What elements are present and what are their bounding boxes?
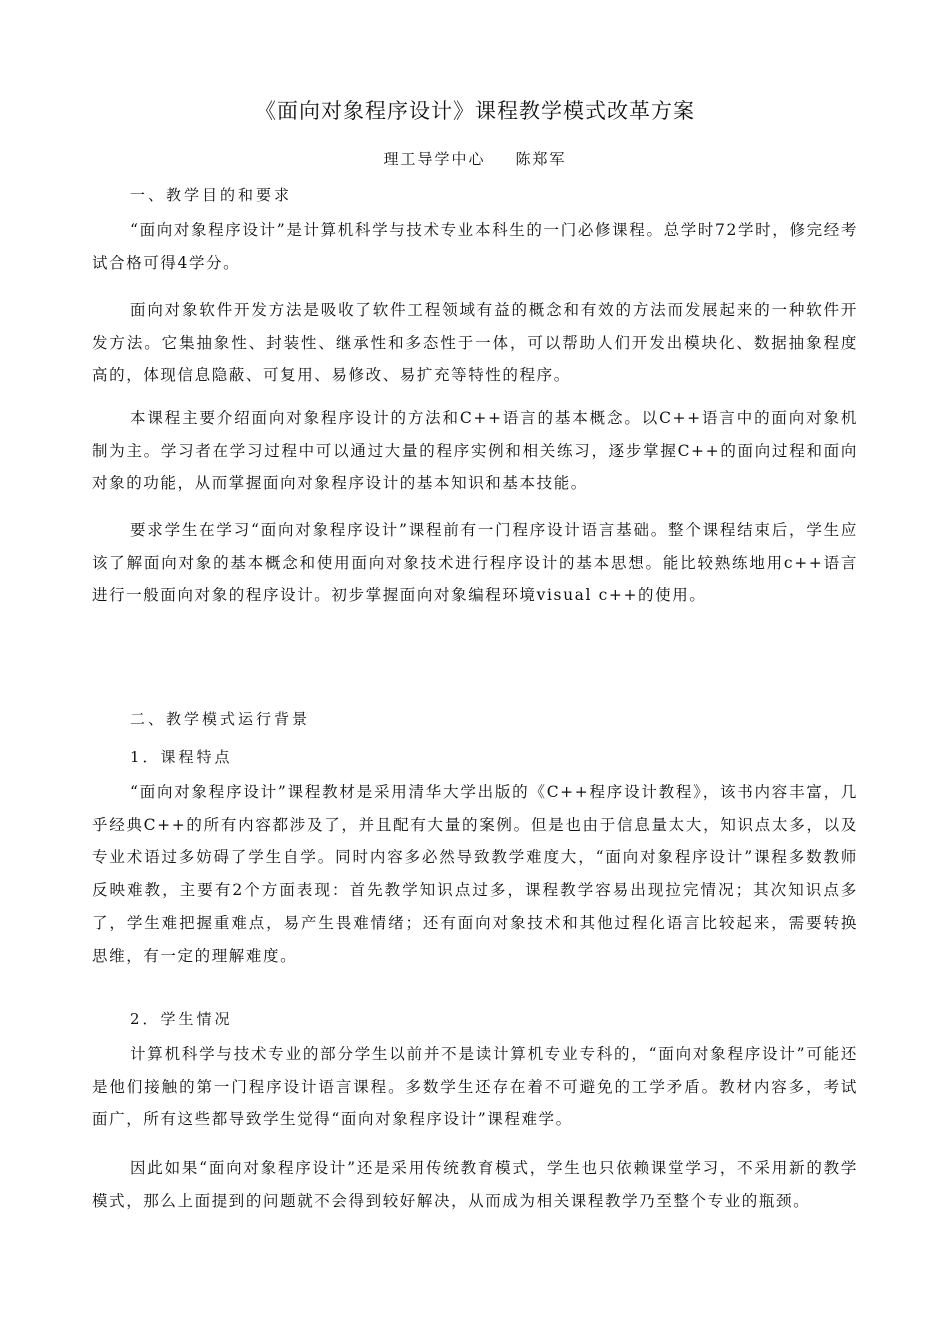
subsection-student-situation-heading: 2．学生情况 [130, 1010, 233, 1028]
subsection-course-features-paragraph: “面向对象程序设计”课程教材是采用清华大学出版的《C++程序设计教程》，该书内容丰富，几乎经典C++的所有内容都涉及了，并且配有大量的案例。但是也由于信息量太大，知识点太多，以及专业术语过多妨碍了学生自学。同时内容多必然导致教学难度大，“面向对象程序设计”课程多数教师反映难教，主要有2个方面表现：首先教学知识点过多，课程教学容易出现拉完情况；其次知识点多了，学生难把握重难点，易产生畏难情绪；还有面向对象技术和其他过程化语言比较起来，需要转换思维，有一定的理解难度。 [92, 783, 858, 965]
subsection-student-situation-paragraph: 因此如果“面向对象程序设计”还是采用传统教育模式，学生也只依赖课堂学习，不采用新的教学模式，那么上面提到的问题就不会得到较好解决，从而成为相关课程教学乃至整个专业的瓶颈。 [92, 1159, 858, 1210]
section-2-heading: 二、教学模式运行背景 [130, 710, 311, 728]
section-1-paragraph: 面向对象软件开发方法是吸收了软件工程领域有益的概念和有效的方法而发展起来的一种软件开发方法。它集抽象性、封装性、继承性和多态性于一体，可以帮助人们开发出模块化、数据抽象程度高的，体现信息隐蔽、可复用、易修改、易扩充等特性的程序。 [92, 301, 858, 385]
author-line [0, 148, 950, 170]
section-1-paragraph: 本课程主要介绍面向对象程序设计的方法和C++语言的基本概念。以C++语言中的面向对象机制为主。学习者在学习过程中可以通过大量的程序实例和相关练习，逐步掌握C++的面向过程和面向对象的功能，从而掌握面向对象程序设计的基本知识和基本技能。 [92, 409, 858, 493]
section-1-paragraph: “面向对象程序设计”是计算机科学与技术专业本科生的一门必修课程。总学时72学时，修完经考试合格可得4学分。 [92, 221, 858, 272]
document-title: 《面向对象程序设计》课程教学模式改革方案 [255, 99, 695, 123]
author-name: 陈郑军 [515, 150, 567, 168]
section-1-heading: 一、教学目的和要求 [130, 186, 293, 204]
author-unit: 理工导学中心 [383, 150, 486, 168]
subsection-student-situation-paragraph: 计算机科学与技术专业的部分学生以前并不是读计算机专业专科的，“面向对象程序设计”可能还是他们接触的第一门程序设计语言课程。多数学生还存在着不可避免的工学矛盾。教材内容多，考试面广，所有这些都导致学生觉得“面向对象程序设计”课程难学。 [92, 1045, 858, 1129]
section-1-paragraph: 要求学生在学习“面向对象程序设计”课程前有一门程序设计语言基础。整个课程结束后，学生应该了解面向对象的基本概念和使用面向对象技术进行程序设计的基本思想。能比较熟练地用c++语言进行一般面向对象的程序设计。初步掌握面向对象编程环境visual c++的使用。 [92, 521, 858, 605]
subsection-course-features-heading: 1．课程特点 [130, 748, 233, 766]
